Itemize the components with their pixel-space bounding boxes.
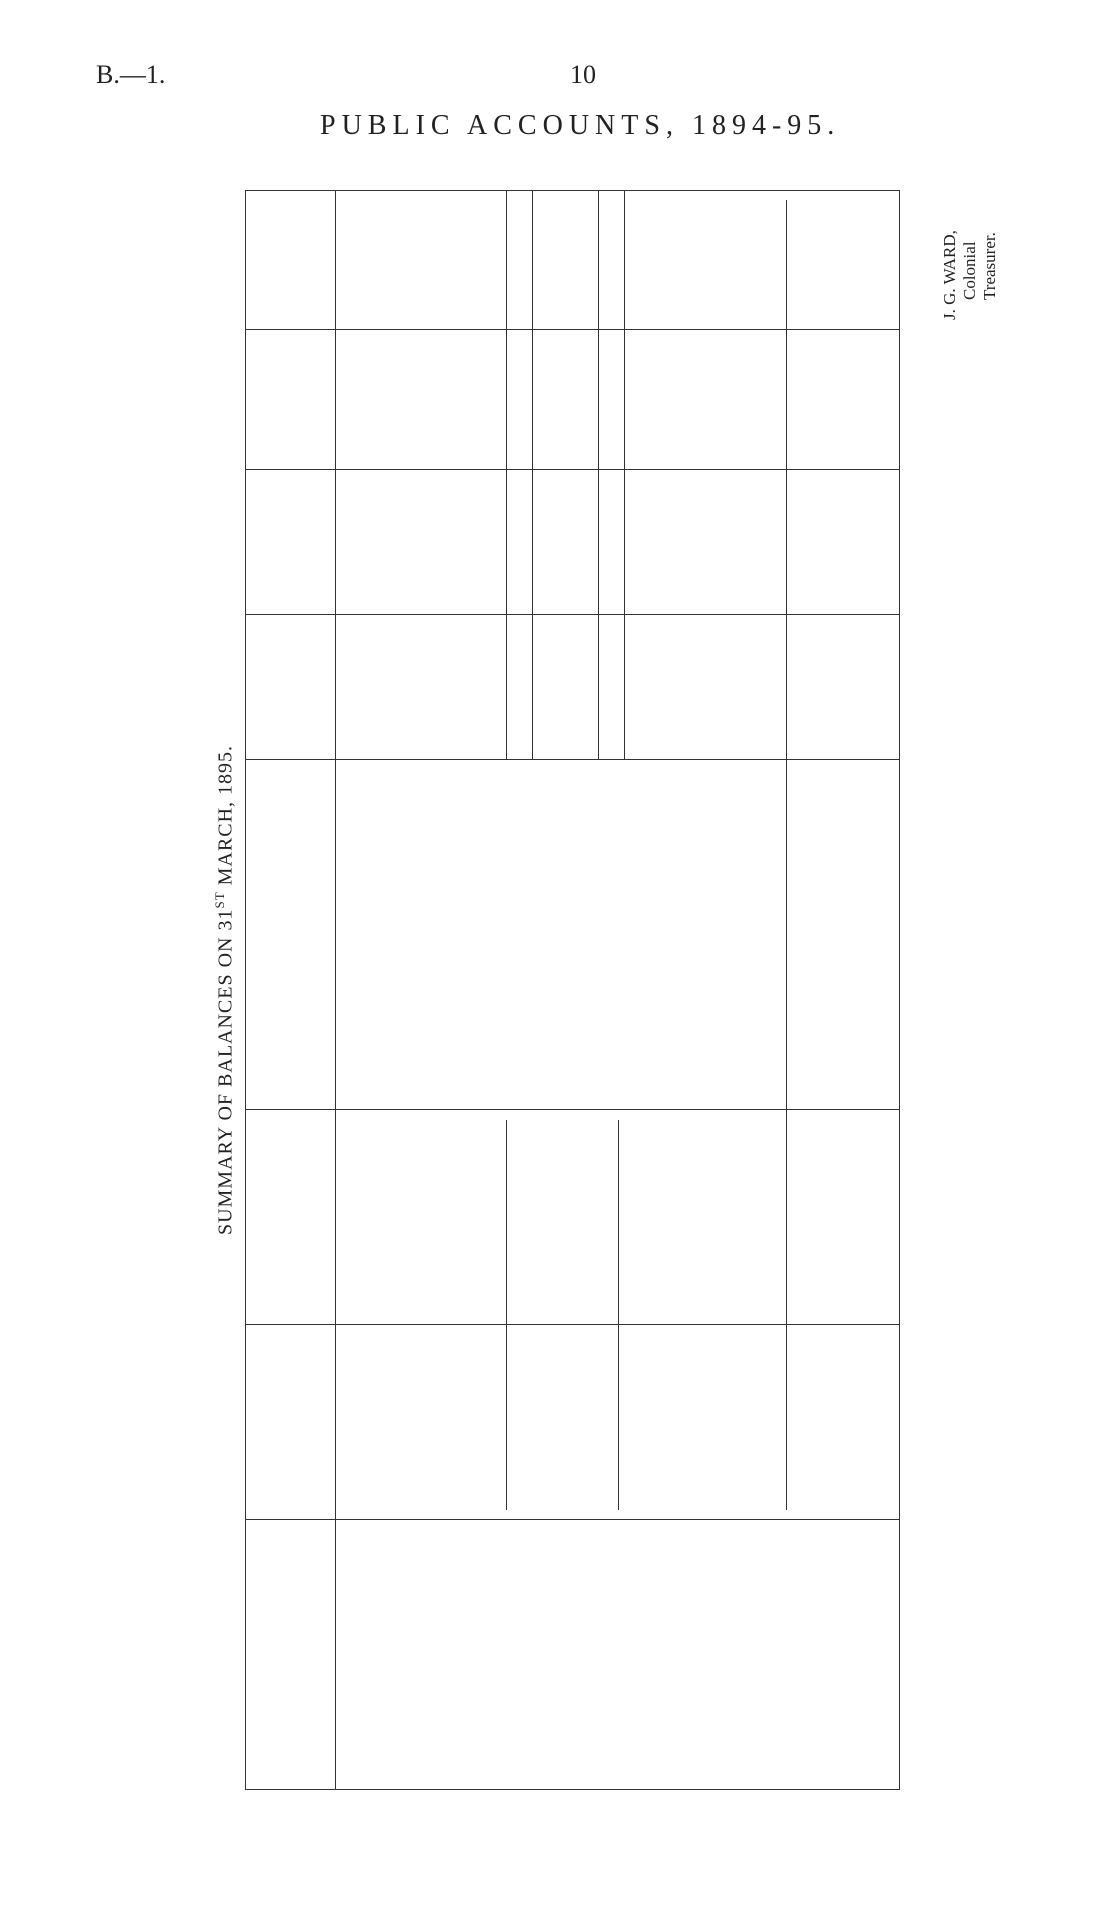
signature-title: Colonial Treasurer. — [960, 232, 999, 300]
rule-right-0 — [506, 190, 507, 760]
column-header-cash — [245, 615, 335, 760]
signature-block — [940, 206, 1000, 380]
rule-left-public-works — [618, 1120, 619, 1510]
balances-table-rotated — [200, 190, 920, 1790]
page-number: 10 — [570, 60, 596, 89]
column-header-balances — [245, 1110, 335, 1325]
rule-right-3 — [624, 190, 625, 760]
column-header-investments — [245, 330, 335, 470]
header-divider — [335, 190, 336, 1790]
table-frame — [245, 190, 900, 1790]
column-divider-1 — [245, 1324, 900, 1325]
column-divider-4 — [245, 614, 900, 615]
rule-totals — [786, 200, 787, 1510]
document-reference: B.—1. — [96, 60, 166, 89]
column-divider-5 — [245, 469, 900, 470]
rule-right-2 — [598, 190, 599, 760]
column-divider-6 — [245, 329, 900, 330]
rule-right-1 — [532, 190, 533, 760]
page-title: PUBLIC ACCOUNTS, 1894-95. — [320, 110, 841, 141]
column-divider-3 — [245, 759, 900, 760]
signature-name: J. G. WARD, — [940, 230, 959, 320]
column-divider-0 — [245, 1519, 900, 1520]
column-header-advances — [245, 470, 335, 615]
column-header-total — [245, 190, 335, 330]
summary-title: SUMMARY OF BALANCES ON 31ST MARCH, 1895. — [212, 744, 237, 1236]
rule-left-consolidated — [506, 1120, 507, 1510]
column-divider-2 — [245, 1109, 900, 1110]
